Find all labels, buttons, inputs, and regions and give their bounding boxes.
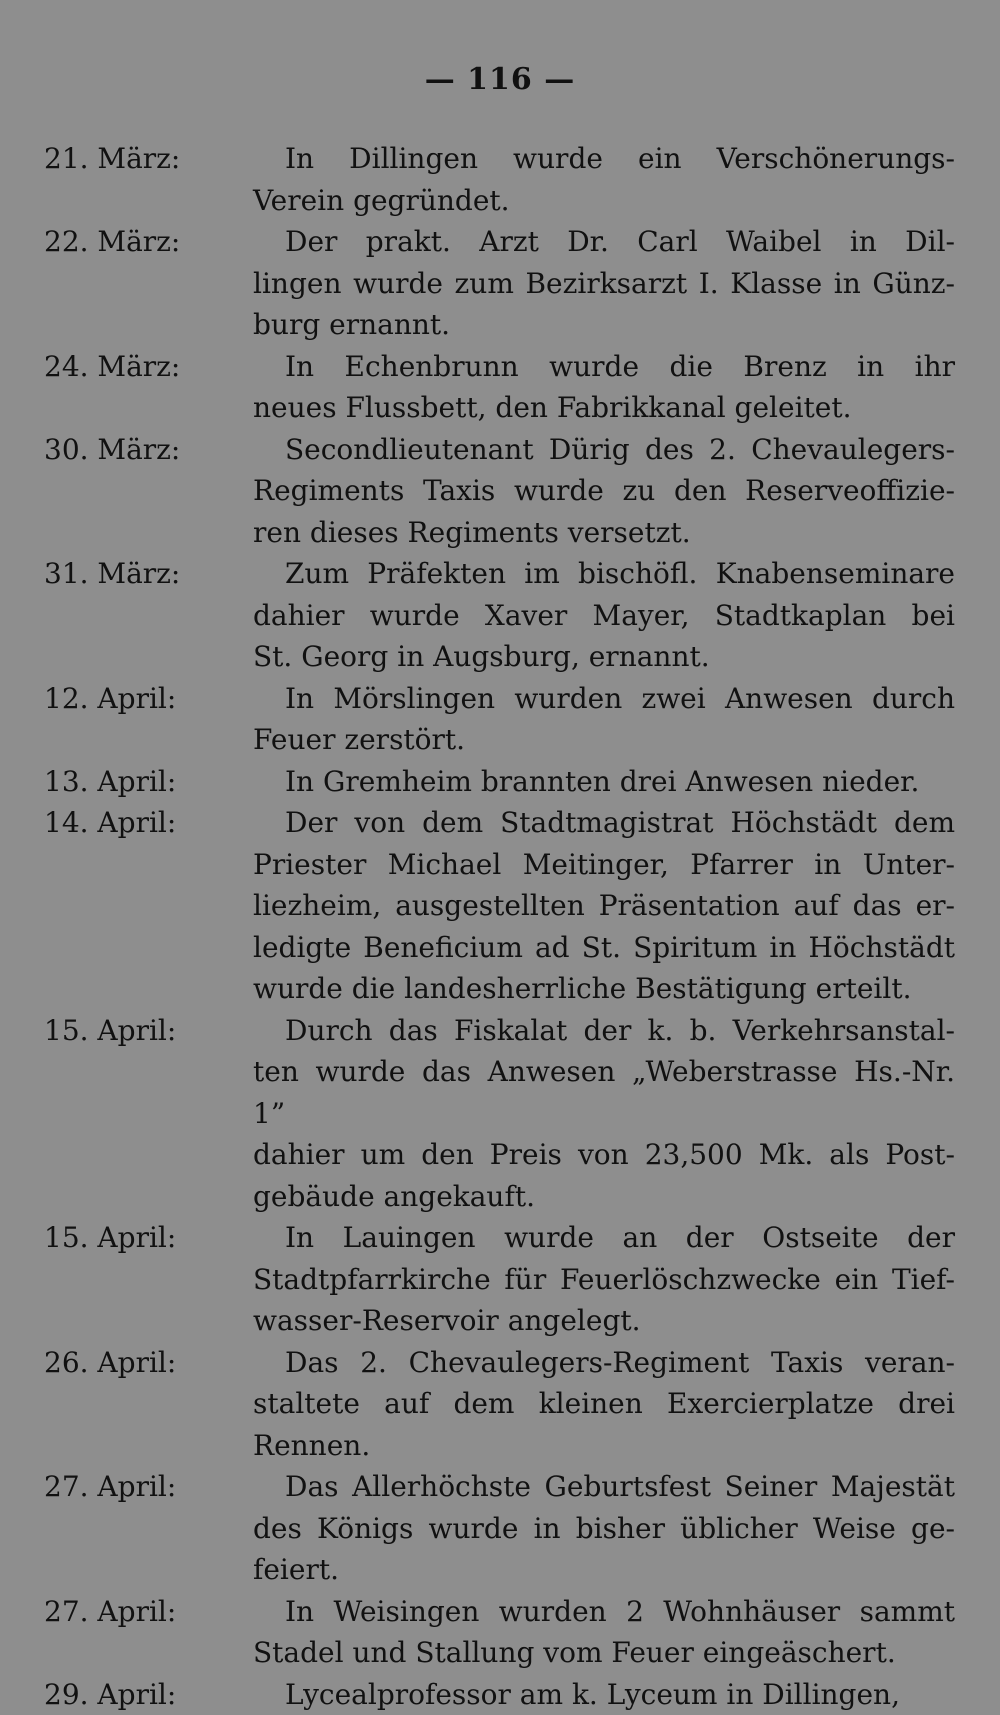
entry-text-line: In Dillingen wurde ein Verschönerungs- [253, 138, 955, 180]
entry-text-line: Regiments Taxis wurde zu den Reserveoffizie- [253, 470, 955, 512]
entry-text-line: Das 2. Chevaulegers-Regiment Taxis veran- [253, 1342, 955, 1384]
chronicle-entry [0, 1591, 1000, 1674]
entry-text-line: Das Allerhöchste Geburtsfest Seiner Majestät [253, 1466, 955, 1508]
entry-text-line: ren dieses Regiments versetzt. [253, 512, 955, 554]
entry-text [253, 553, 955, 678]
entry-text [253, 1342, 955, 1467]
chronicle-entry [0, 429, 1000, 554]
entry-text-line: In Weisingen wurden 2 Wohnhäuser sammt [253, 1591, 955, 1633]
entry-date: 15. April: [44, 1010, 176, 1052]
chronicle-entry [0, 1674, 1000, 1715]
entry-text-line: St. Georg in Augsburg, ernannt. [253, 636, 955, 678]
entry-text [253, 1674, 955, 1715]
entry-date: 14. April: [44, 802, 176, 844]
entry-text-line: liezheim, ausgestellten Präsentation auf das er- [253, 885, 955, 927]
entry-text-line: Feuer zerstört. [253, 719, 955, 761]
entry-date: 27. April: [44, 1591, 176, 1633]
entry-text-line: wurde die landesherrliche Bestätigung erteilt. [253, 968, 955, 1010]
entry-text-line: Stadtpfarrkirche für Feuerlöschzwecke ein Tief- [253, 1259, 955, 1301]
entry-date: 13. April: [44, 761, 176, 803]
entry-text-line: Der von dem Stadtmagistrat Höchstädt dem [253, 802, 955, 844]
entry-text-line: Rennen. [253, 1425, 955, 1467]
entry-date: 12. April: [44, 678, 176, 720]
entry-text-line: ten wurde das Anwesen „Weberstrasse Hs.-Nr. 1” [253, 1051, 955, 1134]
entry-text-line: Priester Michael Meitinger, Pfarrer in Unter- [253, 844, 955, 886]
entry-text-line: In Gremheim brannten drei Anwesen nieder. [253, 761, 955, 803]
chronicle-entry [0, 1010, 1000, 1218]
entry-text [253, 429, 955, 554]
entry-text [253, 138, 955, 221]
entry-text [253, 1591, 955, 1674]
entry-text-line: Lycealprofessor am k. Lyceum in Dillingen, [253, 1674, 955, 1715]
entry-text-line: wasser-Reservoir angelegt. [253, 1300, 955, 1342]
entry-text-line: Verein gegründet. [253, 180, 955, 222]
entry-text [253, 1466, 955, 1591]
entry-text-line: gebäude angekauft. [253, 1176, 955, 1218]
entry-text [253, 761, 955, 803]
entry-text-line: dahier um den Preis von 23,500 Mk. als Post- [253, 1134, 955, 1176]
chronicle-entry [0, 346, 1000, 429]
entry-date: 31. März: [44, 553, 180, 595]
entry-text-line: In Echenbrunn wurde die Brenz in ihr [253, 346, 955, 388]
entry-text-line: des Königs wurde in bisher üblicher Weise ge- [253, 1508, 955, 1550]
entry-text-line: staltete auf dem kleinen Exercierplatze drei [253, 1383, 955, 1425]
page-number: — 116 — [0, 62, 1000, 97]
chronicle-entry [0, 553, 1000, 678]
entry-text-line: neues Flussbett, den Fabrikkanal geleitet. [253, 387, 955, 429]
entry-text [253, 1010, 955, 1218]
entry-date: 29. April: [44, 1674, 176, 1715]
chronicle-entry [0, 761, 1000, 803]
chronicle-entry [0, 678, 1000, 761]
chronicle-entry [0, 1466, 1000, 1591]
entry-text-line: Der prakt. Arzt Dr. Carl Waibel in Dil- [253, 221, 955, 263]
entry-text-line: Stadel und Stallung vom Feuer eingeäschert. [253, 1632, 955, 1674]
entry-text-line: burg ernannt. [253, 304, 955, 346]
entry-text-line: In Lauingen wurde an der Ostseite der [253, 1217, 955, 1259]
entry-text [253, 802, 955, 1010]
chronicle-entry [0, 221, 1000, 346]
entry-text [253, 678, 955, 761]
entry-date: 22. März: [44, 221, 180, 263]
chronicle-entries [0, 138, 1000, 1715]
entry-date: 15. April: [44, 1217, 176, 1259]
entry-text-line: In Mörslingen wurden zwei Anwesen durch [253, 678, 955, 720]
entry-text-line: Zum Präfekten im bischöfl. Knabenseminare [253, 553, 955, 595]
entry-date: 24. März: [44, 346, 180, 388]
entry-date: 26. April: [44, 1342, 176, 1384]
entry-text-line: dahier wurde Xaver Mayer, Stadtkaplan bei [253, 595, 955, 637]
entry-text-line: lingen wurde zum Bezirksarzt I. Klasse in Günz- [253, 263, 955, 305]
entry-text-line: Durch das Fiskalat der k. b. Verkehrsanstal- [253, 1010, 955, 1052]
entry-text-line: Secondlieutenant Dürig des 2. Chevaulegers- [253, 429, 955, 471]
entry-date: 30. März: [44, 429, 180, 471]
chronicle-entry [0, 802, 1000, 1010]
entry-text-line: feiert. [253, 1549, 955, 1591]
entry-date: 27. April: [44, 1466, 176, 1508]
entry-text [253, 221, 955, 346]
entry-text [253, 1217, 955, 1342]
chronicle-entry [0, 1342, 1000, 1467]
chronicle-entry [0, 1217, 1000, 1342]
chronicle-entry [0, 138, 1000, 221]
entry-text [253, 346, 955, 429]
entry-date: 21. März: [44, 138, 180, 180]
entry-text-line: ledigte Beneficium ad St. Spiritum in Höchstädt [253, 927, 955, 969]
